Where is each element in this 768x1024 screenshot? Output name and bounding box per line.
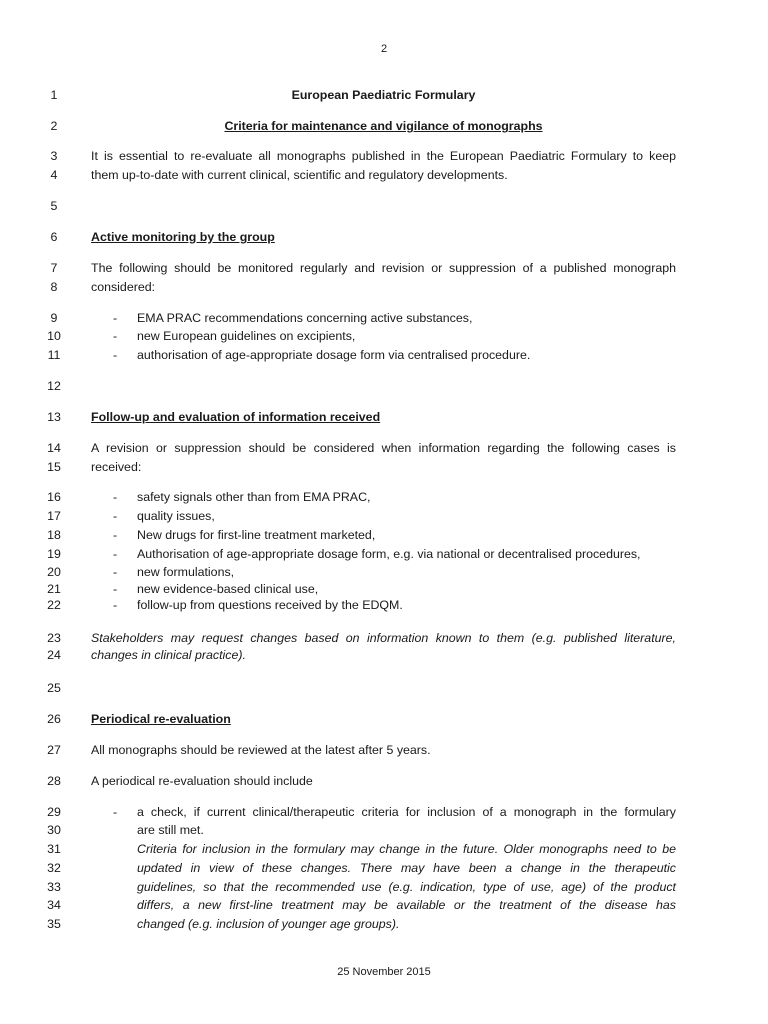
line-number: 1 <box>50 88 58 102</box>
paragraph-line: considered: <box>91 280 156 294</box>
document-title: European Paediatric Formulary <box>291 88 476 102</box>
paragraph-line: A periodical re-evaluation should include <box>91 774 313 788</box>
line-number: 10 <box>47 329 61 343</box>
line-number: 30 <box>47 823 61 837</box>
list-item: new formulations, <box>137 565 235 579</box>
section-heading-follow-up: Follow-up and evaluation of information received <box>91 410 381 424</box>
list-dash: - <box>113 490 118 504</box>
line-number: 25 <box>47 681 61 695</box>
line-number: 5 <box>50 199 58 213</box>
list-dash: - <box>113 565 118 579</box>
line-number: 19 <box>47 547 61 561</box>
list-item: new evidence-based clinical use, <box>137 582 319 596</box>
line-number: 16 <box>47 490 61 504</box>
section-heading-periodical: Periodical re-evaluation <box>91 712 231 726</box>
line-number: 6 <box>50 230 58 244</box>
paragraph-line: All monographs should be reviewed at the latest after 5 years. <box>91 743 431 757</box>
list-dash: - <box>113 528 118 542</box>
line-number: 24 <box>47 648 61 662</box>
line-number: 22 <box>47 598 61 612</box>
document-subtitle: Criteria for maintenance and vigilance of monographs <box>224 119 543 133</box>
line-number: 8 <box>50 280 58 294</box>
intro-line: It is essential to re-evaluate all monographs published in the European Paediatric Formulary to keep <box>91 149 676 163</box>
line-number: 28 <box>47 774 61 788</box>
line-number: 33 <box>47 880 61 894</box>
criteria-note-line: differs, a new first-line treatment may be available or the treatment of the disease has <box>137 898 676 912</box>
list-item: Authorisation of age-appropriate dosage form, e.g. via national or decentralised procedures, <box>137 547 641 561</box>
paragraph-line: A revision or suppression should be considered when information regarding the following cases is <box>91 441 676 455</box>
line-number: 26 <box>47 712 61 726</box>
list-item: follow-up from questions received by the EDQM. <box>137 598 403 612</box>
intro-line: them up-to-date with current clinical, scientific and regulatory developments. <box>91 168 508 182</box>
list-item: New drugs for first-line treatment marketed, <box>137 528 376 542</box>
criteria-note-line: guidelines, so that the recommended use (e.g. indication, type of use, age) of the product <box>137 880 676 894</box>
line-number: 23 <box>47 631 61 645</box>
criteria-note-line: changed (e.g. inclusion of younger age groups). <box>137 917 400 931</box>
line-number: 27 <box>47 743 61 757</box>
list-dash: - <box>113 348 118 362</box>
criteria-note-line: Criteria for inclusion in the formulary may change in the future. Older monographs need to be <box>137 842 676 856</box>
list-dash: - <box>113 805 118 819</box>
paragraph-line: The following should be monitored regularly and revision or suppression of a published monograph <box>91 261 676 275</box>
line-number: 2 <box>50 119 58 133</box>
line-number: 14 <box>47 441 61 455</box>
list-dash: - <box>113 582 118 596</box>
line-number: 17 <box>47 509 61 523</box>
line-number: 21 <box>47 582 61 596</box>
list-item: new European guidelines on excipients, <box>137 329 356 343</box>
list-dash: - <box>113 509 118 523</box>
line-number: 4 <box>50 168 58 182</box>
line-number: 35 <box>47 917 61 931</box>
list-item: a check, if current clinical/therapeutic criteria for inclusion of a monograph in the formulary <box>137 805 676 819</box>
stakeholder-note-line: Stakeholders may request changes based on information known to them (e.g. published literature, <box>91 631 676 645</box>
list-item: EMA PRAC recommendations concerning active substances, <box>137 311 473 325</box>
line-number: 32 <box>47 861 61 875</box>
line-number: 18 <box>47 528 61 542</box>
criteria-note-line: updated in view of these changes. There may have been a change in the therapeutic <box>137 861 676 875</box>
line-number: 11 <box>47 348 61 362</box>
list-item: quality issues, <box>137 509 215 523</box>
line-number: 9 <box>50 311 58 325</box>
line-number: 34 <box>47 898 61 912</box>
paragraph-line: received: <box>91 460 142 474</box>
line-number: 29 <box>47 805 61 819</box>
list-item: safety signals other than from EMA PRAC, <box>137 490 371 504</box>
list-dash: - <box>113 598 118 612</box>
list-dash: - <box>113 329 118 343</box>
section-heading-active-monitoring: Active monitoring by the group <box>91 230 275 244</box>
stakeholder-note-line: changes in clinical practice). <box>91 648 246 662</box>
line-number: 20 <box>47 565 61 579</box>
line-number: 12 <box>47 379 61 393</box>
line-number: 31 <box>47 842 61 856</box>
line-number: 13 <box>47 410 61 424</box>
line-number: 15 <box>47 460 61 474</box>
page-number: 2 <box>380 43 388 55</box>
list-item: are still met. <box>137 823 204 837</box>
footer-date: 25 November 2015 <box>337 966 431 978</box>
line-number: 7 <box>50 261 58 275</box>
list-dash: - <box>113 547 118 561</box>
line-number: 3 <box>50 149 58 163</box>
list-dash: - <box>113 311 118 325</box>
list-item: authorisation of age-appropriate dosage form via centralised procedure. <box>137 348 531 362</box>
